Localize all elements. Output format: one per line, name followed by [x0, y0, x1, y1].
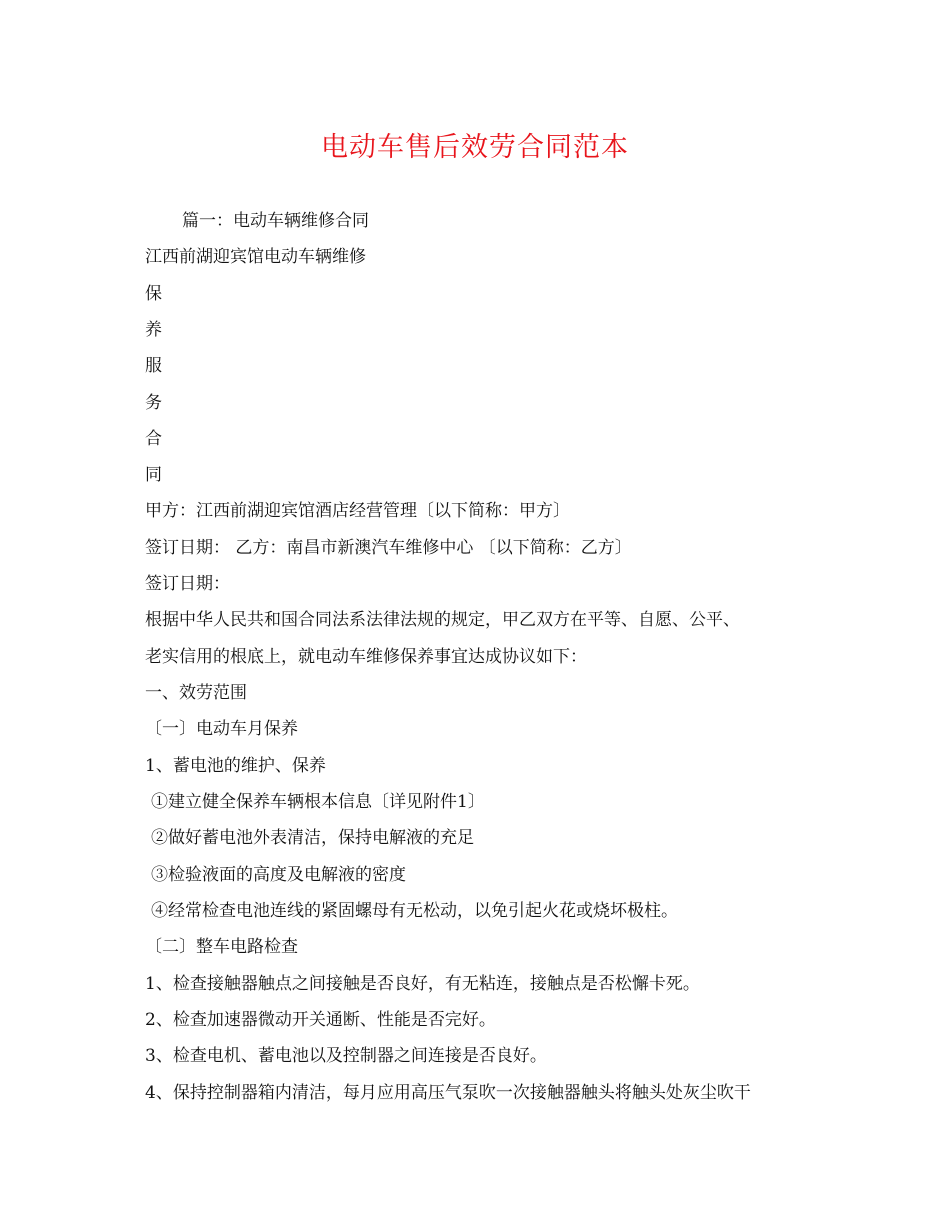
subsection-heading: 〔一〕电动车月保养 [145, 719, 298, 739]
section-heading: 一、效劳范围 [145, 683, 247, 703]
paragraph-line: 务 [145, 393, 162, 413]
document-title: 电动车售后效劳合同范本 [321, 132, 629, 163]
list-item: 1、蓄电池的维护、保养 [145, 756, 326, 776]
paragraph-line: 签订日期： 乙方：南昌市新澳汽车维修中心 〔以下简称：乙方〕 [145, 538, 632, 558]
paragraph-line: 服 [145, 356, 162, 376]
list-item: ④经常检查电池连线的紧固螺母有无松动，以免引起火花或烧坏极柱。 [151, 901, 678, 921]
list-item: 2、检查加速器微动开关通断、性能是否完好。 [145, 1010, 496, 1030]
paragraph-line: 甲方：江西前湖迎宾馆酒店经营管理〔以下简称：甲方〕 [145, 501, 570, 521]
subsection-heading: 〔二〕整车电路检查 [145, 937, 298, 957]
list-item: ①建立健全保养车辆根本信息〔详见附件1〕 [151, 792, 485, 812]
paragraph-line: 根据中华人民共和国合同法系法律法规的规定，甲乙双方在平等、自愿、公平、 [145, 610, 740, 630]
paragraph-line: 合 [145, 429, 162, 449]
section-heading: 篇一：电动车辆维修合同 [182, 211, 369, 231]
list-item: 3、检查电机、蓄电池以及控制器之间连接是否良好。 [145, 1046, 547, 1066]
paragraph-line: 保 [145, 284, 162, 304]
list-item: ②做好蓄电池外表清洁，保持电解液的充足 [151, 828, 474, 848]
list-item: 4、保持控制器箱内清洁，每月应用高压气泵吹一次接触器触头将触头处灰尘吹干 [145, 1083, 751, 1103]
list-item: ③检验液面的高度及电解液的密度 [151, 865, 406, 885]
paragraph-line: 老实信用的根底上，就电动车维修保养事宜达成协议如下： [145, 647, 587, 667]
list-item: 1、检查接触器触点之间接触是否良好，有无粘连，接触点是否松懈卡死。 [145, 974, 700, 994]
paragraph-line: 同 [145, 465, 162, 485]
paragraph-line: 江西前湖迎宾馆电动车辆维修 [145, 247, 366, 267]
paragraph-line: 养 [145, 320, 162, 340]
paragraph-line: 签订日期： [145, 574, 230, 594]
